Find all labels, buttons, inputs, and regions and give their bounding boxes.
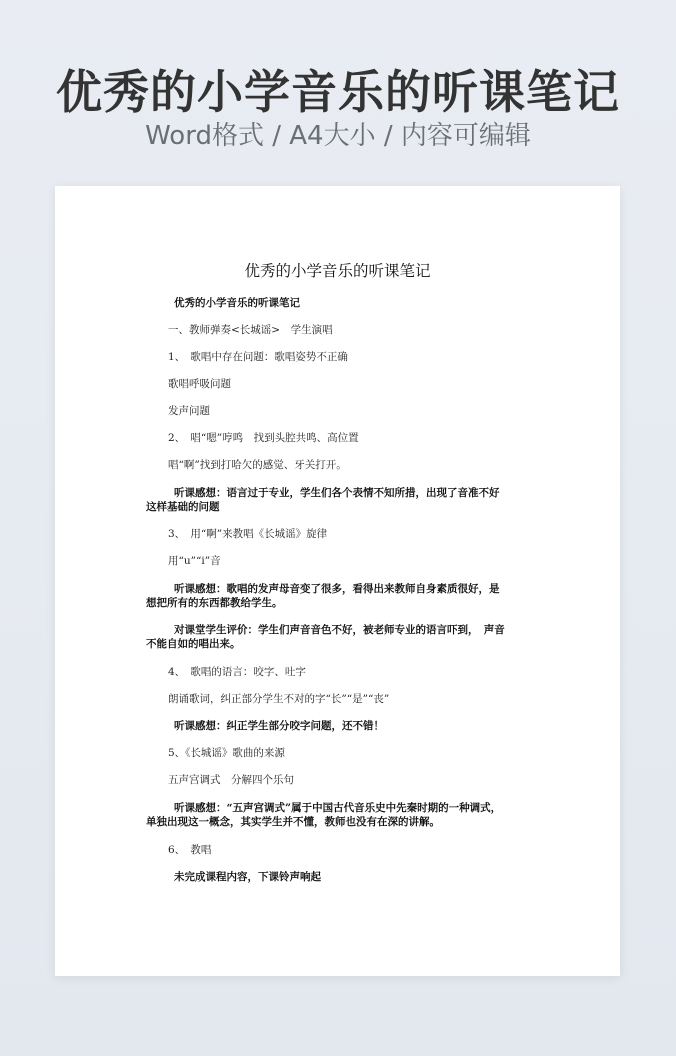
text-line: 五声宫调式 分解四个乐句 <box>168 774 294 786</box>
paragraph-line: 听课感想：“五声宫调式”属于中国古代音乐史中先秦时期的一种调式， <box>174 802 502 814</box>
paragraph-line: 单独出现这一概念，其实学生并不懂，教师也没有在深的讲解。 <box>146 816 440 828</box>
reflection-paragraph <box>146 582 546 610</box>
paragraph-line: 不能自如的唱出来。 <box>146 638 241 650</box>
text-line: 3、 用“啊”来教唱《长城谣》旋律 <box>168 528 328 540</box>
reflection-line: 听课感想：纠正学生部分咬字问题，还不错！ <box>174 720 384 732</box>
text-line: 唱“啊”找到打哈欠的感觉、牙关打开。 <box>168 459 347 471</box>
text-line: 2、 唱“嗯”哼鸣 找到头腔共鸣、高位置 <box>168 432 359 444</box>
document-title: 优秀的小学音乐的听课笔记 <box>244 262 431 280</box>
text-line: 6、 教唱 <box>168 844 212 856</box>
document-page <box>55 186 620 976</box>
text-line: 用“u”“i”音 <box>168 555 221 567</box>
document-subheading: 优秀的小学音乐的听课笔记 <box>174 297 300 309</box>
reflection-paragraph <box>146 486 546 514</box>
text-line: 4、 歌唱的语言：咬字、吐字 <box>168 666 306 678</box>
text-line: 1、 歌唱中存在问题：歌唱姿势不正确 <box>168 351 348 363</box>
evaluation-paragraph <box>146 623 546 651</box>
paragraph-line: 这样基础的问题 <box>146 501 220 513</box>
paragraph-line: 想把所有的东西都教给学生。 <box>146 597 283 609</box>
paragraph-line: 对课堂学生评价：学生们声音音色不好，被老师专业的语言吓到， 声音 <box>174 624 505 636</box>
closing-line: 未完成课程内容，下课铃声响起 <box>174 871 321 883</box>
paragraph-line: 听课感想：语言过于专业，学生们各个表情不知所措，出现了音准不好 <box>174 487 500 499</box>
reflection-paragraph <box>146 801 546 829</box>
text-line: 歌唱呼吸问题 <box>168 378 231 390</box>
text-line: 发声问题 <box>168 405 210 417</box>
paragraph-line: 听课感想：歌唱的发声母音变了很多，看得出来教师自身素质很好，是 <box>174 583 500 595</box>
banner-title: 优秀的小学音乐的听课笔记 <box>56 65 620 119</box>
text-line: 朗诵歌词，纠正部分学生不对的字“长”“是”“丧” <box>168 693 390 705</box>
text-line: 5、《长城谣》歌曲的来源 <box>168 747 285 759</box>
banner-subtitle: Word格式 / A4大小 / 内容可编辑 <box>145 121 531 151</box>
text-line: 一、教师弹奏<长城谣> 学生演唱 <box>168 324 333 336</box>
